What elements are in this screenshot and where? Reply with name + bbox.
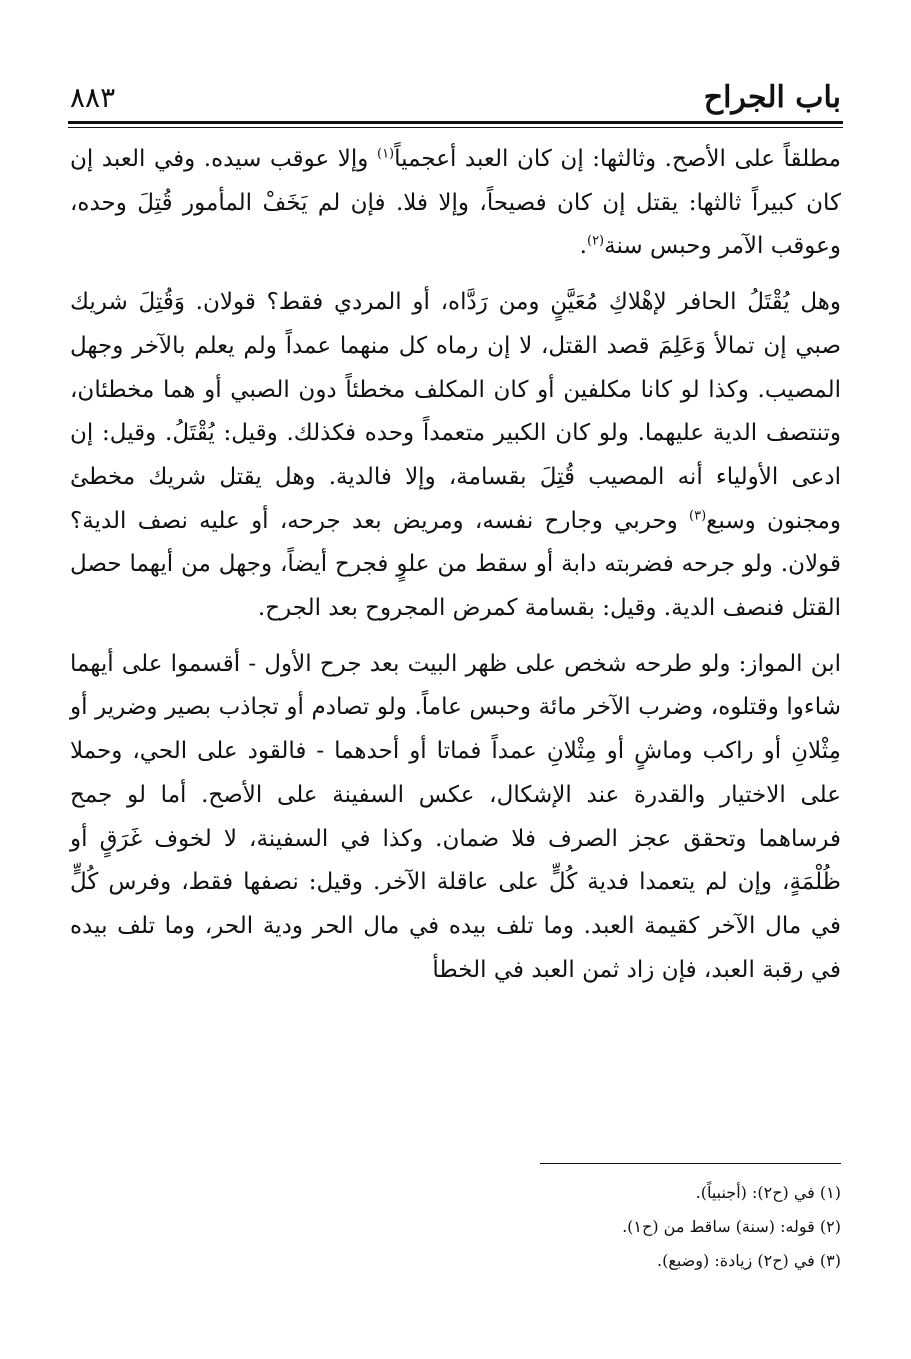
paragraph-1: مطلقاً على الأصح. وثالثها: إن كان العبد أعجمياً$^{(١)}$ وإلا عوقب سيده. وفي العبد إن كان كبيراً ثالثها: يقتل إن كان فصيحاً، وإلا فلا. فإن لم يَخَفْ المأمور قُتِلَ وحده، وعوقب الآمر وحبس سنة$^{(٢)}$. (70, 146, 841, 260)
footnote-ref-3[interactable]: (٣) (689, 507, 707, 523)
chapter-title: باب الجراح (703, 80, 841, 115)
page-header (70, 78, 841, 118)
paragraph-3: ابن المواز: ولو طرحه شخص على ظهر البيت بعد جرح الأول - أقسموا على أيهما شاءوا وقتلوه، وضرب الآخر مائة وحبس عاماً. ولو تصادم أو تجاذب بصير وضرير أو مِثْلانِ أو راكب وماشٍ أو مِثْلانِ عمداً فماتا أو أحدهما - فالقود على الحي، وحملا على الاختيار والقدرة عند الإشكال، عكس السفينة على الأصح. أما لو جمح فرساهما وتحقق عجز الصرف فلا ضمان. وكذا في السفينة، لا لخوف غَرَقٍ أو ظُلْمَةٍ، وإن لم يتعمدا فدية كُلٍّ على عاقلة الآخر. وقيل: نصفها فقط، وفرس كُلٍّ في مال الآخر كقيمة العبد. وما تلف بيده في مال الحر ودية الحر، وما تلف بيده في رقبة العبد، فإن زاد ثمن العبد في الخطأ (70, 650, 841, 983)
footnote-2: (٢) قوله: (سنة) ساقط من (ح١). (622, 1217, 841, 1236)
header-rule-thick (68, 121, 843, 124)
page-number: ٨٨٣ (70, 81, 116, 114)
footnote-1: (١) في (ح٢): (أجنبياً). (695, 1183, 841, 1202)
footnote-ref-2[interactable]: (٢) (586, 233, 605, 249)
footnote-separator (540, 1163, 841, 1164)
paragraph-2: وهل يُقْتَلُ الحافر لإهْلاكِ مُعَيَّنٍ ومن رَدَّاه، أو المردي فقط؟ قولان. وَقُتِلَ شريك صبي إن تمالأ وَعَلِمَ قصد القتل، لا إن رماه كل منهما عمداً ولم يعلم بالآخر وجهل المصيب. وكذا لو كانا مكلفين أو كان المكلف مخطئاً دون الصبي أو هما مخطئان، وتنتصف الدية عليهما. ولو كان الكبير متعمداً وحده فكذلك. وقيل: يُقْتَلُ. وقيل: إن ادعى الأولياء أنه المصيب قُتِلَ بقسامة، وإلا فالدية. وهل يقتل شريك مخطئ ومجنون وسبع$^{(٣)}$ وحربي وجارح نفسه، ومريض بعد جرحه، أو عليه نصف الدية؟ قولان. ولو جرحه فضربته دابة أو سقط من علوٍ فجرح أيضاً، وجهل من أيهما حصل القتل فنصف الدية. وقيل: بقسامة كمرض المجروح بعد الجرح. (70, 289, 841, 622)
footnotes (300, 1176, 841, 1278)
header-rule-thin (68, 127, 843, 128)
footnote-3: (٣) في (ح٢) زيادة: (وضبع). (657, 1251, 841, 1270)
main-text (70, 138, 841, 992)
footnote-ref-1[interactable]: (١) (376, 146, 395, 162)
